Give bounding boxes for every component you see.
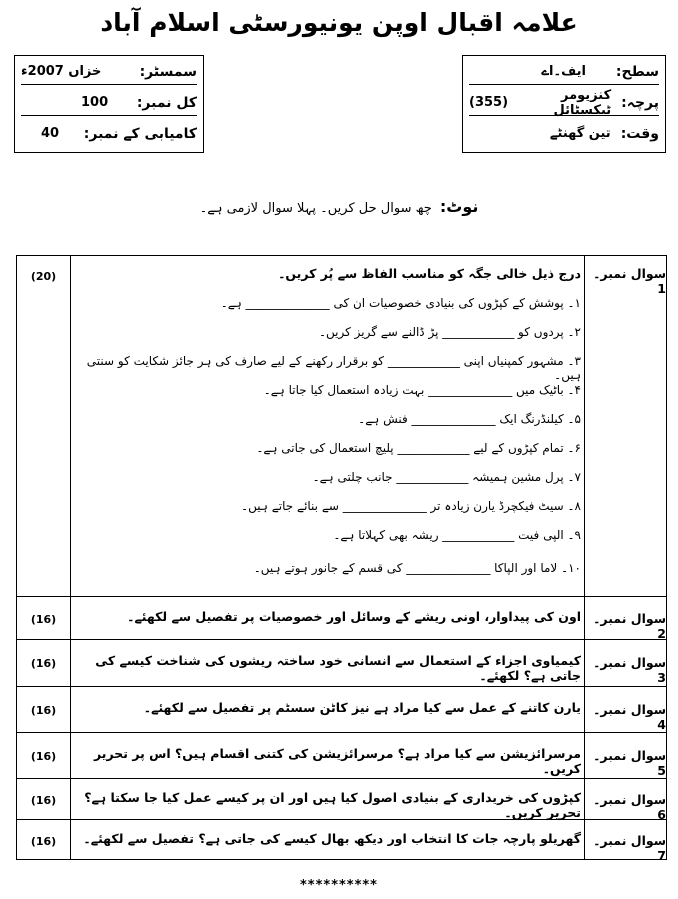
question-2-text: اون کی پیداوار، اونی ریشے کے وسائل اور خصوصیات پر تفصیل سے لکھئے۔ xyxy=(127,609,581,624)
level-underline xyxy=(469,84,659,85)
time-label: وقت: xyxy=(620,125,659,142)
level-label: سطح: xyxy=(615,63,659,80)
question-5-text: مرسرائزیشن سے کیا مراد ہے؟ مرسرائزیشن کی کتنی اقسام ہیں؟ اس پر تحریر کریں۔ xyxy=(94,746,581,776)
question-5-marks: (16) xyxy=(30,750,57,763)
question-5-label: سوال نمبر۔5 xyxy=(593,748,666,778)
level-value: ایف۔اے xyxy=(541,64,586,79)
row-divider xyxy=(17,778,666,779)
fill-blank-item: ۵۔ کیلنڈرنگ ایک ______________ فنش ہے۔ xyxy=(358,412,581,426)
fill-blank-item: ۱۔ پوشش کے کپڑوں کی بنیادی خصوصیات ان کی ______________ ہے۔ xyxy=(220,296,581,310)
paper-underline xyxy=(469,115,659,116)
questions-table xyxy=(16,255,667,863)
total-marks-value: 100 xyxy=(81,95,109,110)
semester-value: خزاں 2007ء xyxy=(21,64,102,79)
question-3-text: کیمیاوی اجزاء کے استعمال سے انسانی خود ساختہ ریشوں کی شناخت کیسے کی جاتی ہے؟ لکھئے۔ xyxy=(95,653,581,683)
total-marks-underline xyxy=(21,115,197,116)
question-3-marks: (16) xyxy=(30,657,57,670)
question-3-label: سوال نمبر۔3 xyxy=(593,655,666,685)
total-marks-label: کل نمبر: xyxy=(136,94,197,111)
fill-blank-item: ۲۔ پردوں کو ____________ پڑ ڈالنے سے گریز کریں۔ xyxy=(319,325,581,339)
fill-blank-item: ۳۔ مشہور کمپنیاں اپنی ____________ کو برقرار رکھنے کے لیے صارف کی ہر جائز شکایت کو سنتی ہیں۔ xyxy=(86,354,581,382)
pass-marks-value: 40 xyxy=(41,126,60,141)
university-title: علامہ اقبال اوپن یونیورسٹی اسلام آباد xyxy=(100,8,578,37)
fill-blank-item: ۴۔ باٹیک میں ______________ بہت زیادہ استعمال کیا جاتا ہے۔ xyxy=(263,383,581,397)
question-1-label: سوال نمبر۔1 xyxy=(593,266,666,296)
question-6-text: کپڑوں کی خریداری کے بنیادی اصول کیا ہیں اور ان پر کیسے عمل کیا جا سکتا ہے؟ تحریر کریں۔ xyxy=(84,790,581,820)
paper-value: کنزیومر ٹیکسٹائل xyxy=(553,87,612,118)
paper-row xyxy=(469,87,659,118)
fill-blank-item: ۹۔ الپی فیت ____________ ریشہ بھی کہلاتا ہے۔ xyxy=(333,528,581,542)
row-divider xyxy=(17,732,666,733)
marks-column-divider xyxy=(70,256,71,859)
label-column-divider xyxy=(584,256,585,859)
question-7-text: گھریلو پارچہ جات کا انتخاب اور دیکھ بھال کیسے کی جاتی ہے؟ تفصیل سے لکھئے۔ xyxy=(83,831,581,846)
fill-blank-item: ۶۔ تمام کپڑوں کے لیے ____________ پلیچ استعمال کی جاتی ہے۔ xyxy=(256,441,581,455)
fill-blank-item: ۱۰۔ لاما اور الپاکا ______________ کی قسم کے جانور ہوتے ہیں۔ xyxy=(253,561,581,575)
paper-label: پرچہ: xyxy=(621,94,659,111)
question-4-marks: (16) xyxy=(30,704,57,717)
fill-blank-item: ۷۔ پرل مشین ہمیشہ ____________ جانب چلتی ہے۔ xyxy=(312,470,581,484)
row-divider xyxy=(17,686,666,687)
question-1-marks: (20) xyxy=(30,270,57,283)
row-divider xyxy=(17,639,666,640)
semester-label: سمسٹر: xyxy=(139,63,197,80)
total-marks-row xyxy=(21,90,197,115)
pass-marks-label: کامیابی کے نمبر: xyxy=(83,125,197,142)
exam-info-box xyxy=(14,55,204,153)
instruction-note xyxy=(0,197,678,216)
paper-info-box xyxy=(462,55,666,153)
end-marker: ********** xyxy=(300,878,378,893)
question-2-marks: (16) xyxy=(30,613,57,626)
question-4-label: سوال نمبر۔4 xyxy=(593,702,666,732)
question-7-label: سوال نمبر۔7 xyxy=(593,833,666,863)
question-4-text: یارن کاتنے کے عمل سے کیا مراد ہے نیز کاٹن سسٹم پر تفصیل سے لکھئے۔ xyxy=(143,700,581,715)
question-7-marks: (16) xyxy=(30,835,57,848)
question-6-label: سوال نمبر۔6 xyxy=(593,792,666,822)
question-1-text: درج ذیل خالی جگہ کو مناسب الفاظ سے پُر کریں۔ xyxy=(278,266,581,281)
paper-code: (355) xyxy=(469,95,509,110)
pass-marks-row xyxy=(21,121,197,146)
level-row xyxy=(469,59,659,84)
question-6-marks: (16) xyxy=(30,794,57,807)
row-divider xyxy=(17,596,666,597)
note-label: نوٹ: xyxy=(439,197,479,216)
fill-blank-item: ۸۔ سیٹ فیکچرڈ یارن زیادہ تر ______________ سے بنائے جاتے ہیں۔ xyxy=(241,499,581,513)
semester-underline xyxy=(21,84,197,85)
note-text: چھ سوال حل کریں۔ پہلا سوال لازمی ہے۔ xyxy=(199,201,432,216)
time-row xyxy=(469,121,659,146)
question-2-label: سوال نمبر۔2 xyxy=(593,611,666,641)
semester-row xyxy=(21,59,197,84)
time-value: تین گھنٹے xyxy=(549,126,611,141)
